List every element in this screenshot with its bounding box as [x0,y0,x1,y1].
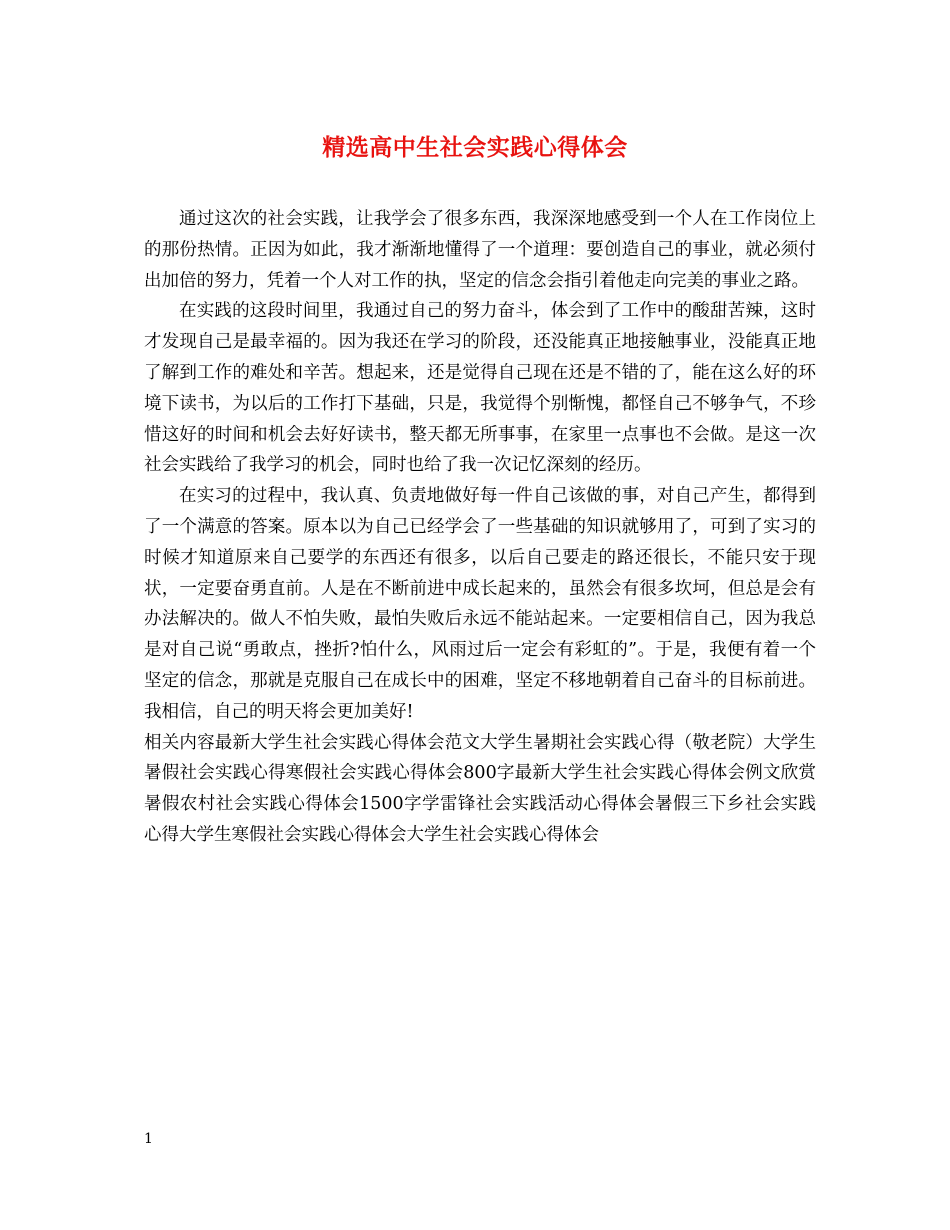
document-body [144,204,816,851]
page-number: 1 [144,1131,153,1147]
paragraph-1: 通过这次的社会实践，让我学会了很多东西，我深深地感受到一个人在工作岗位上的那份热情。正因为如此，我才渐渐地懂得了一个道理：要创造自己的事业，就必须付出加倍的努力，凭着一个人对工作的执，坚定的信念会指引着他走向完美的事业之路。 [144,209,816,291]
paragraph-2: 在实践的这段时间里，我通过自己的努力奋斗，体会到了工作中的酸甜苦辣，这时才发现自己是最幸福的。因为我还在学习的阶段，还没能真正地接触事业，没能真正地了解到工作的难处和辛苦。想起来，还是觉得自己现在还是不错的了，能在这么好的环境下读书，为以后的工作打下基础，只是，我觉得个别惭愧，都怪自己不够争气，不珍惜这好的时间和机会去好好读书，整天都无所事事，在家里一点事也不会做。是这一次社会实践给了我学习的机会，同时也给了我一次记忆深刻的经历。 [144,301,816,476]
paragraph-3: 在实习的过程中，我认真、负责地做好每一件自己该做的事，对自己产生，都得到了一个满意的答案。原本以为自己已经学会了一些基础的知识就够用了，可到了实习的时候才知道原来自己要学的东西还有很多，以后自己要走的路还很长，不能只安于现状，一定要奋勇直前。人是在不断前进中成长起来的，虽然会有很多坎坷，但总是会有办法解决的。做人不怕失败，最怕失败后永远不能站起来。一定要相信自己，因为我总是对自己说“勇敢点，挫折?怕什么，风雨过后一定会有彩虹的”。于是，我便有着一个坚定的信念，那就是克服自己在成长中的困难，坚定不移地朝着自己奋斗的目标前进。我相信，自己的明天将会更加美好! [144,486,816,722]
related-content: 相关内容最新大学生社会实践心得体会范文大学生暑期社会实践心得（敬老院）大学生暑假社会实践心得寒假社会实践心得体会800字最新大学生社会实践心得体会例文欣赏暑假农村社会实践心得体会1500字学雷锋社会实践活动心得体会暑假三下乡社会实践心得大学生寒假社会实践心得体会大学生社会实践心得体会 [144,732,816,845]
document-title: 精选高中生社会实践心得体会 [322,134,628,161]
